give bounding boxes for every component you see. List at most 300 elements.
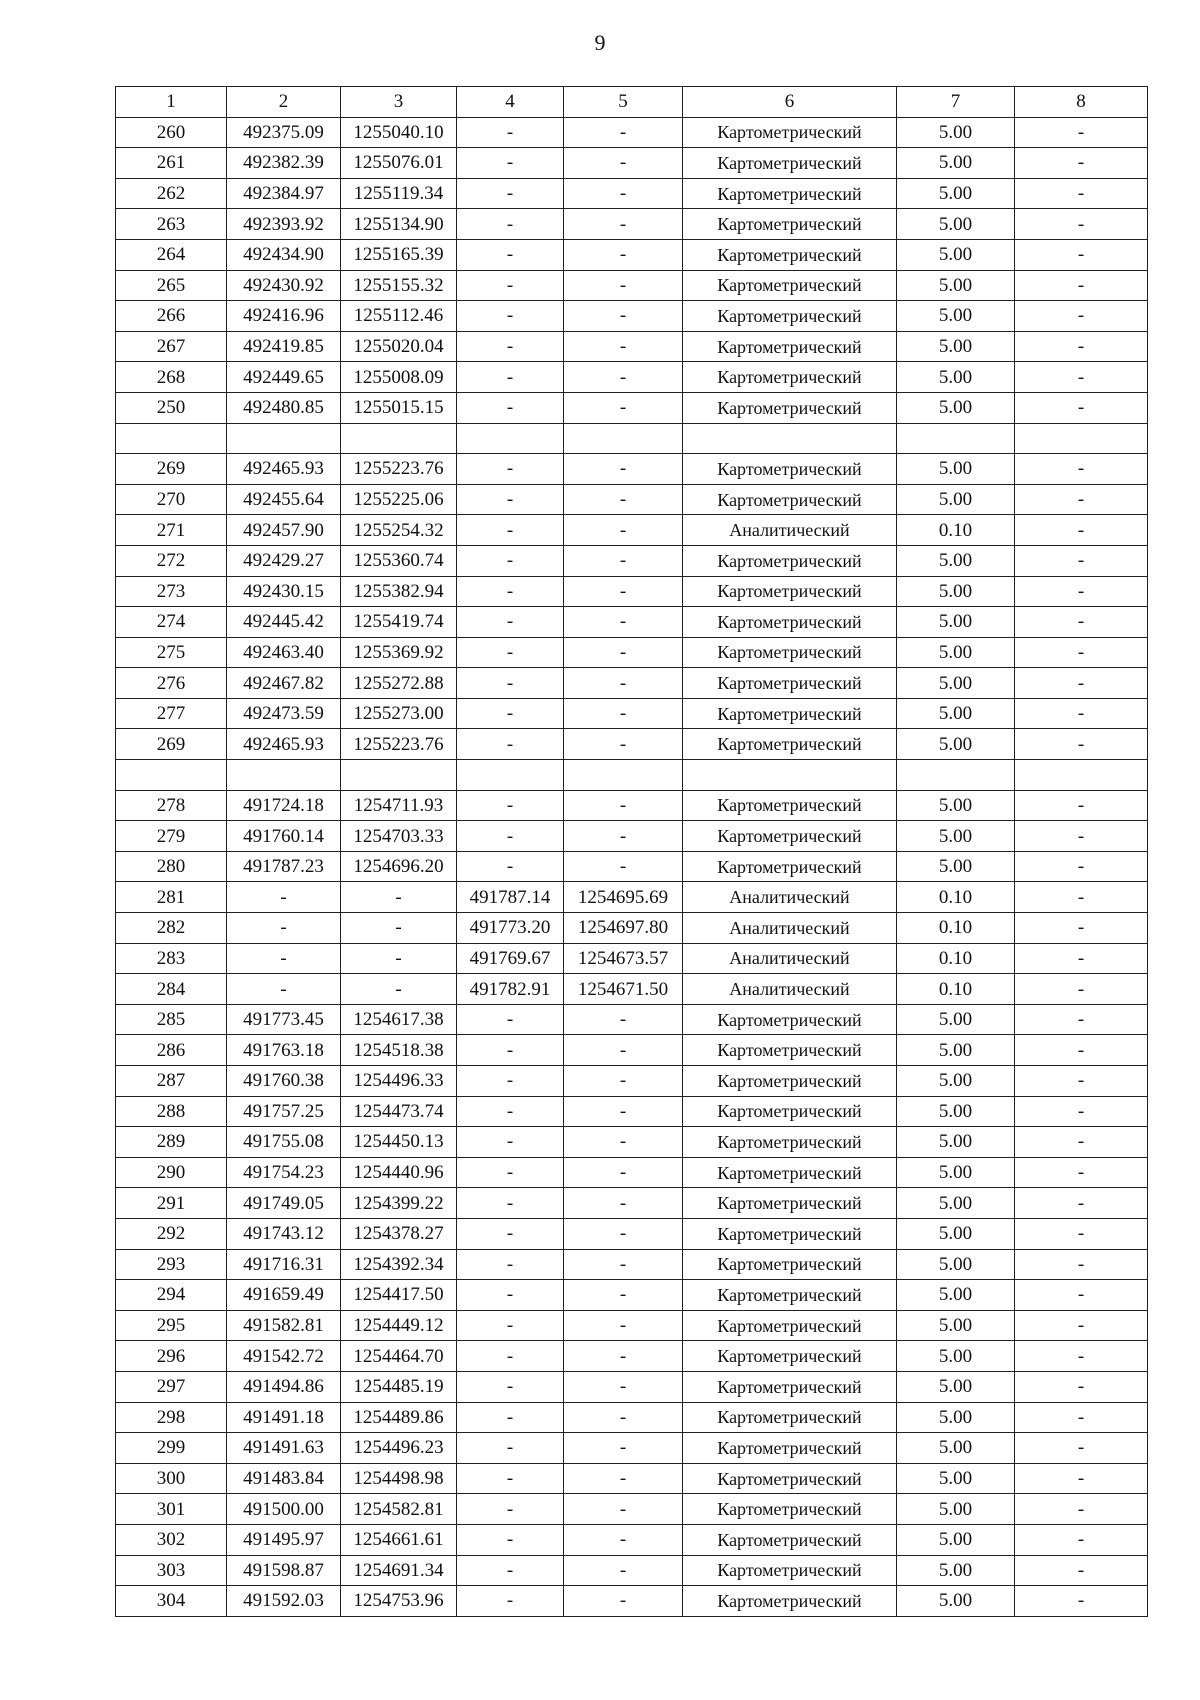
table-cell: 492465.93 (227, 454, 341, 485)
table-cell (683, 423, 897, 454)
table-cell: 491491.18 (227, 1402, 341, 1433)
table-cell: 274 (116, 607, 227, 638)
table-cell: Картометрический (683, 1402, 897, 1433)
table-cell: Картометрический (683, 545, 897, 576)
table-row (116, 515, 1148, 546)
table-cell: 492419.85 (227, 331, 341, 362)
table-cell: 492449.65 (227, 362, 341, 393)
table-cell: Картометрический (683, 1157, 897, 1188)
table-cell: 492473.59 (227, 698, 341, 729)
table-header (116, 87, 1148, 118)
table-cell: - (1015, 1157, 1148, 1188)
table-row (116, 790, 1148, 821)
table-cell: Картометрический (683, 790, 897, 821)
table-cell: - (1015, 454, 1148, 485)
table-cell: 491773.45 (227, 1004, 341, 1035)
table-cell: 492375.09 (227, 117, 341, 148)
table-cell: Картометрический (683, 1066, 897, 1097)
table-cell: 293 (116, 1249, 227, 1280)
table-cell: 5.00 (897, 1555, 1015, 1586)
column-header: 6 (683, 87, 897, 118)
table-cell: Аналитический (683, 515, 897, 546)
table-cell: Картометрический (683, 178, 897, 209)
table-cell: 264 (116, 239, 227, 270)
table-cell: 1254496.33 (341, 1066, 457, 1097)
table-cell: 492463.40 (227, 637, 341, 668)
table-row (116, 1280, 1148, 1311)
table-cell: 1254450.13 (341, 1127, 457, 1158)
table-cell: - (457, 209, 564, 240)
table-cell (116, 423, 227, 454)
table-cell: - (564, 362, 683, 393)
table-cell: 492382.39 (227, 148, 341, 179)
table-row (116, 117, 1148, 148)
table-cell: 1255020.04 (341, 331, 457, 362)
table-cell: - (457, 239, 564, 270)
table-cell: 1255254.32 (341, 515, 457, 546)
table-cell: 1255223.76 (341, 729, 457, 760)
table-cell: 491716.31 (227, 1249, 341, 1280)
table-cell: Картометрический (683, 484, 897, 515)
table-cell: - (1015, 576, 1148, 607)
table-cell: 1254449.12 (341, 1310, 457, 1341)
table-cell: 273 (116, 576, 227, 607)
table-header-row (116, 87, 1148, 118)
table-cell: - (564, 1035, 683, 1066)
table-row (116, 1524, 1148, 1555)
table-cell: - (1015, 209, 1148, 240)
table-cell: 0.10 (897, 974, 1015, 1005)
table-cell: 491592.03 (227, 1586, 341, 1617)
table-cell: 265 (116, 270, 227, 301)
table-cell: - (564, 209, 683, 240)
table-cell: - (457, 698, 564, 729)
table-cell: 270 (116, 484, 227, 515)
table-cell: Картометрический (683, 270, 897, 301)
table-row (116, 1494, 1148, 1525)
table-cell: 5.00 (897, 301, 1015, 332)
table-cell: - (564, 392, 683, 423)
table-cell: - (457, 576, 564, 607)
table-cell: - (564, 454, 683, 485)
table-cell: - (1015, 1524, 1148, 1555)
table-cell: - (564, 148, 683, 179)
table-cell: - (457, 1433, 564, 1464)
table-cell: Картометрический (683, 362, 897, 393)
table-cell: - (457, 1402, 564, 1433)
table-cell: - (457, 1463, 564, 1494)
table-cell: - (564, 1433, 683, 1464)
table-cell: 295 (116, 1310, 227, 1341)
table-cell: - (341, 943, 457, 974)
table-cell: - (457, 1280, 564, 1311)
table-cell: - (564, 331, 683, 362)
table-cell: - (1015, 607, 1148, 638)
table-cell: 1254498.98 (341, 1463, 457, 1494)
table-cell: 491724.18 (227, 790, 341, 821)
table-cell: 491598.87 (227, 1555, 341, 1586)
table-cell: 5.00 (897, 1524, 1015, 1555)
table-row (116, 1066, 1148, 1097)
table-cell: - (457, 821, 564, 852)
table-cell: 1254691.34 (341, 1555, 457, 1586)
table-cell: Картометрический (683, 851, 897, 882)
table-cell: 5.00 (897, 209, 1015, 240)
table-cell: - (564, 1249, 683, 1280)
table-cell: - (457, 668, 564, 699)
table-cell: - (1015, 1035, 1148, 1066)
table-cell: 491491.63 (227, 1433, 341, 1464)
table-cell: 1255369.92 (341, 637, 457, 668)
table-row (116, 668, 1148, 699)
table-cell: 299 (116, 1433, 227, 1464)
table-cell: Картометрический (683, 1096, 897, 1127)
table-cell: 300 (116, 1463, 227, 1494)
table-cell: - (564, 270, 683, 301)
table-cell: 5.00 (897, 1310, 1015, 1341)
table-cell: - (1015, 790, 1148, 821)
table-cell: - (564, 821, 683, 852)
table-row (116, 209, 1148, 240)
table-row (116, 882, 1148, 913)
table-cell: - (564, 729, 683, 760)
column-header: 5 (564, 87, 683, 118)
table-cell: 301 (116, 1494, 227, 1525)
table-cell: - (457, 1218, 564, 1249)
table-cell: Картометрический (683, 1341, 897, 1372)
table-row (116, 943, 1148, 974)
table-cell: - (457, 454, 564, 485)
table-cell: 5.00 (897, 1218, 1015, 1249)
table-cell: 492467.82 (227, 668, 341, 699)
table-cell: 491754.23 (227, 1157, 341, 1188)
table-row (116, 1035, 1148, 1066)
table-cell: - (564, 1555, 683, 1586)
table-cell: - (564, 790, 683, 821)
table-row (116, 851, 1148, 882)
table-cell: - (1015, 1402, 1148, 1433)
table-cell: Картометрический (683, 1524, 897, 1555)
table-cell: 491787.14 (457, 882, 564, 913)
table-cell: Картометрический (683, 1004, 897, 1035)
table-cell: Картометрический (683, 1371, 897, 1402)
table-cell: 492455.64 (227, 484, 341, 515)
table-cell: 1255419.74 (341, 607, 457, 638)
table-cell: - (457, 545, 564, 576)
column-header: 7 (897, 87, 1015, 118)
table-cell: 283 (116, 943, 227, 974)
table-cell: - (564, 239, 683, 270)
table-cell: - (457, 1004, 564, 1035)
table-cell: - (1015, 545, 1148, 576)
table-cell: 272 (116, 545, 227, 576)
table-cell: 1255223.76 (341, 454, 457, 485)
table-cell: 303 (116, 1555, 227, 1586)
table-row (116, 1555, 1148, 1586)
table-cell: - (457, 1096, 564, 1127)
table-cell: 5.00 (897, 392, 1015, 423)
table-cell: 294 (116, 1280, 227, 1311)
table-cell: - (1015, 882, 1148, 913)
table-cell: - (457, 515, 564, 546)
table-cell: 491582.81 (227, 1310, 341, 1341)
table-cell: Картометрический (683, 821, 897, 852)
table-row (116, 1341, 1148, 1372)
table-cell: Картометрический (683, 729, 897, 760)
table-cell: - (457, 790, 564, 821)
table-cell: - (1015, 1310, 1148, 1341)
table-cell: 1254697.80 (564, 913, 683, 944)
table-cell: 1254392.34 (341, 1249, 457, 1280)
table-cell: - (457, 1035, 564, 1066)
table-cell: - (457, 362, 564, 393)
table-cell: 5.00 (897, 148, 1015, 179)
table-cell: 262 (116, 178, 227, 209)
table-cell: 491769.67 (457, 943, 564, 974)
table-cell: - (1015, 1555, 1148, 1586)
table-cell: - (564, 668, 683, 699)
table-cell (897, 423, 1015, 454)
table-cell: 288 (116, 1096, 227, 1127)
table-cell: - (457, 178, 564, 209)
table-cell: 1255134.90 (341, 209, 457, 240)
table-cell: 290 (116, 1157, 227, 1188)
table-cell: 491760.14 (227, 821, 341, 852)
table-cell: - (457, 392, 564, 423)
table-cell: 0.10 (897, 515, 1015, 546)
table-cell: 1255076.01 (341, 148, 457, 179)
table-cell: - (457, 729, 564, 760)
table-cell: 1255040.10 (341, 117, 457, 148)
table-cell: - (1015, 148, 1148, 179)
table-cell: - (457, 1188, 564, 1219)
table-cell: 491659.49 (227, 1280, 341, 1311)
table-cell: Картометрический (683, 1586, 897, 1617)
table-cell: 1255382.94 (341, 576, 457, 607)
table-cell: - (1015, 729, 1148, 760)
table-cell: - (564, 1004, 683, 1035)
table-row (116, 178, 1148, 209)
table-cell: 5.00 (897, 178, 1015, 209)
table-cell: - (564, 515, 683, 546)
table-cell: - (457, 1494, 564, 1525)
table-cell: 1255008.09 (341, 362, 457, 393)
table-cell: 5.00 (897, 484, 1015, 515)
table-cell: Картометрический (683, 239, 897, 270)
column-header: 4 (457, 87, 564, 118)
table-row (116, 821, 1148, 852)
table-cell: Картометрический (683, 1463, 897, 1494)
table-cell: - (1015, 851, 1148, 882)
table-cell: - (457, 851, 564, 882)
table-cell: - (341, 913, 457, 944)
table-cell: 267 (116, 331, 227, 362)
table-cell: 5.00 (897, 729, 1015, 760)
table-cell: 492430.15 (227, 576, 341, 607)
table-cell: - (1015, 1127, 1148, 1158)
table-cell: 0.10 (897, 913, 1015, 944)
table-row (116, 1586, 1148, 1617)
table-cell: 5.00 (897, 1371, 1015, 1402)
table-cell: - (1015, 362, 1148, 393)
table-cell: Картометрический (683, 1249, 897, 1280)
table-cell: Картометрический (683, 392, 897, 423)
table-cell: 282 (116, 913, 227, 944)
table-cell: 491749.05 (227, 1188, 341, 1219)
table-cell: 492393.92 (227, 209, 341, 240)
table-row (116, 362, 1148, 393)
table-cell: 492480.85 (227, 392, 341, 423)
table-cell: 5.00 (897, 1127, 1015, 1158)
table-cell: - (564, 117, 683, 148)
table-cell: - (1015, 1280, 1148, 1311)
table-cell: 5.00 (897, 1280, 1015, 1311)
table-cell: - (564, 178, 683, 209)
table-cell: - (564, 1127, 683, 1158)
table-cell: 492429.27 (227, 545, 341, 576)
table-row (116, 1218, 1148, 1249)
table-cell: Картометрический (683, 1188, 897, 1219)
table-cell: Картометрический (683, 209, 897, 240)
table-cell (564, 760, 683, 791)
table-row (116, 1463, 1148, 1494)
table-cell: 261 (116, 148, 227, 179)
table-cell: 492430.92 (227, 270, 341, 301)
table-cell: 491542.72 (227, 1341, 341, 1372)
table-cell: - (457, 1127, 564, 1158)
table-cell: 492384.97 (227, 178, 341, 209)
table-cell (341, 423, 457, 454)
table-cell: - (564, 484, 683, 515)
table-cell: - (564, 1280, 683, 1311)
table-cell: 268 (116, 362, 227, 393)
table-cell: Картометрический (683, 331, 897, 362)
table-cell: 302 (116, 1524, 227, 1555)
table-cell: - (341, 974, 457, 1005)
table-cell: Картометрический (683, 454, 897, 485)
table-cell: 5.00 (897, 698, 1015, 729)
table-cell: - (1015, 117, 1148, 148)
table-row (116, 392, 1148, 423)
table-cell: 304 (116, 1586, 227, 1617)
table-cell: 5.00 (897, 1433, 1015, 1464)
table-cell: 5.00 (897, 545, 1015, 576)
table-cell: - (1015, 1249, 1148, 1280)
table-cell: 1254711.93 (341, 790, 457, 821)
table-cell: - (1015, 1463, 1148, 1494)
table-cell: 491500.00 (227, 1494, 341, 1525)
table-cell: 1254617.38 (341, 1004, 457, 1035)
table-cell: 5.00 (897, 1188, 1015, 1219)
table-cell: - (1015, 1188, 1148, 1219)
table-cell: - (457, 1066, 564, 1097)
table-cell: 1255119.34 (341, 178, 457, 209)
table-cell: 263 (116, 209, 227, 240)
table-cell: 1254417.50 (341, 1280, 457, 1311)
table-cell: - (1015, 1586, 1148, 1617)
table-cell: - (1015, 698, 1148, 729)
table-cell: 1255112.46 (341, 301, 457, 332)
table-cell: 5.00 (897, 790, 1015, 821)
table-cell: Картометрический (683, 1555, 897, 1586)
table-cell (564, 423, 683, 454)
table-cell: 1254464.70 (341, 1341, 457, 1372)
table-cell: - (1015, 239, 1148, 270)
table-cell: Аналитический (683, 974, 897, 1005)
table-cell: - (564, 851, 683, 882)
table-cell: - (564, 1371, 683, 1402)
table-cell: - (564, 545, 683, 576)
column-header: 3 (341, 87, 457, 118)
table-row (116, 1004, 1148, 1035)
table-cell: 1255272.88 (341, 668, 457, 699)
table-separator-row (116, 760, 1148, 791)
table-cell: - (564, 1218, 683, 1249)
table-cell: Картометрический (683, 637, 897, 668)
table-cell (457, 760, 564, 791)
table-cell: 1254489.86 (341, 1402, 457, 1433)
table-cell: - (1015, 1494, 1148, 1525)
table-row (116, 637, 1148, 668)
table-cell: 491763.18 (227, 1035, 341, 1066)
table-cell: 0.10 (897, 943, 1015, 974)
table-cell: 5.00 (897, 637, 1015, 668)
table-cell: Картометрический (683, 1218, 897, 1249)
table-body (116, 117, 1148, 1616)
table-cell: - (564, 637, 683, 668)
table-row (116, 239, 1148, 270)
table-cell: 5.00 (897, 331, 1015, 362)
table-cell: 280 (116, 851, 227, 882)
table-cell: - (457, 1524, 564, 1555)
table-cell: - (227, 882, 341, 913)
table-cell: 269 (116, 729, 227, 760)
table-cell: 269 (116, 454, 227, 485)
table-cell: 5.00 (897, 1066, 1015, 1097)
table-cell: - (564, 1494, 683, 1525)
table-cell: 491755.08 (227, 1127, 341, 1158)
table-cell: 1254673.57 (564, 943, 683, 974)
table-cell: 492416.96 (227, 301, 341, 332)
table-cell: Аналитический (683, 913, 897, 944)
table-cell: - (457, 301, 564, 332)
table-cell: 285 (116, 1004, 227, 1035)
table-row (116, 301, 1148, 332)
table-row (116, 331, 1148, 362)
table-cell: 5.00 (897, 1004, 1015, 1035)
table-row (116, 270, 1148, 301)
table-cell: 1254695.69 (564, 882, 683, 913)
table-cell: 492434.90 (227, 239, 341, 270)
table-cell: Картометрический (683, 607, 897, 638)
table-cell (897, 760, 1015, 791)
table-row (116, 1310, 1148, 1341)
table-row (116, 1249, 1148, 1280)
table-cell: Картометрический (683, 1127, 897, 1158)
table-cell (1015, 760, 1148, 791)
table-cell: 1255225.06 (341, 484, 457, 515)
table-cell: 1254378.27 (341, 1218, 457, 1249)
table-cell: 5.00 (897, 239, 1015, 270)
table-cell: - (564, 1188, 683, 1219)
table-cell: Аналитический (683, 943, 897, 974)
table-cell: - (1015, 913, 1148, 944)
table-cell: 1254661.61 (341, 1524, 457, 1555)
table-cell: - (457, 1371, 564, 1402)
table-cell: - (564, 698, 683, 729)
column-header: 8 (1015, 87, 1148, 118)
table-cell: 1254399.22 (341, 1188, 457, 1219)
